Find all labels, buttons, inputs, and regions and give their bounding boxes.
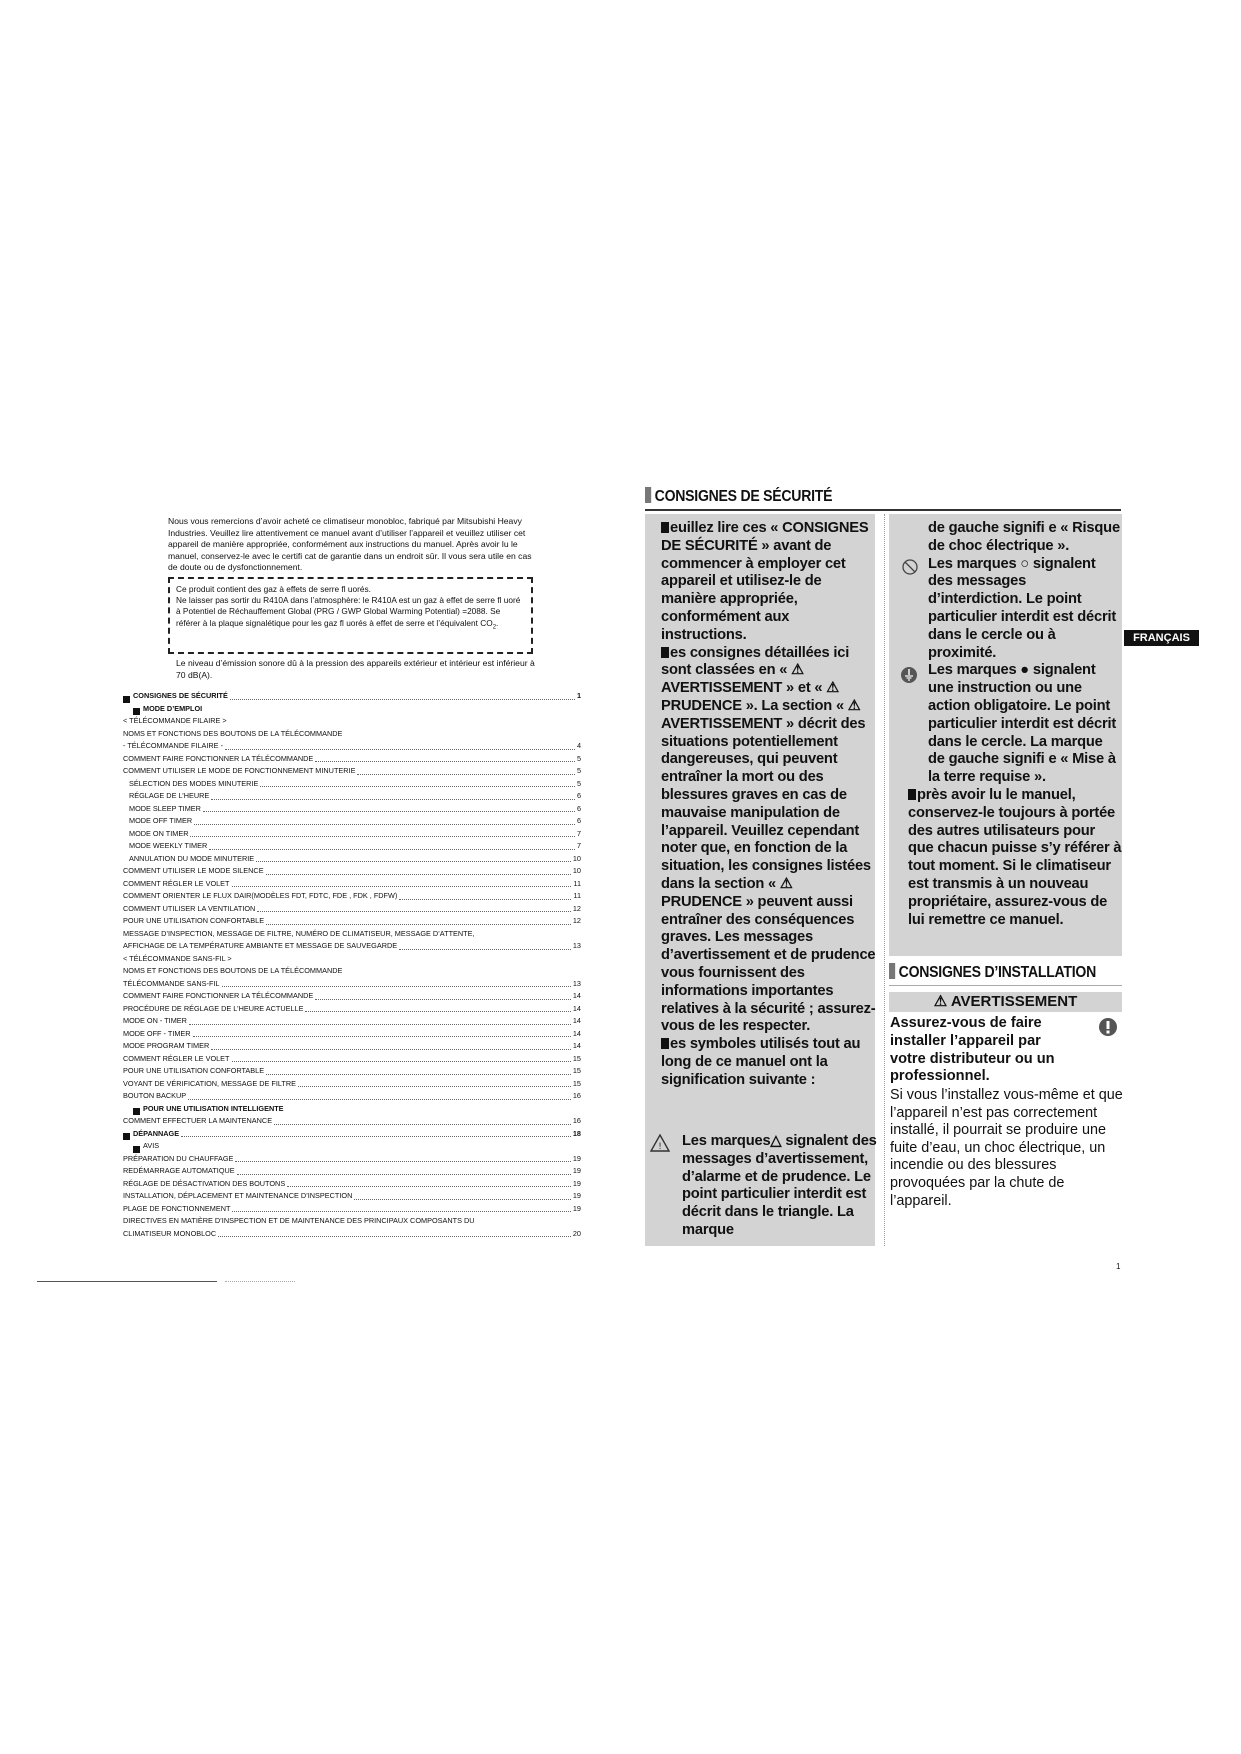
toc-row: [123, 1215, 581, 1228]
toc-leader: [260, 786, 575, 787]
toc-leader: [218, 1236, 571, 1237]
toc-row: [123, 803, 581, 816]
toc-bullet-square: [123, 1133, 130, 1140]
toc-leader: [193, 1036, 571, 1037]
toc-leader: [266, 1074, 571, 1075]
toc-row: [123, 753, 581, 766]
install-instruction: Assurez-vous de faire installer l’appareil par votre distributeur ou un professionnel.: [890, 1015, 1055, 1085]
toc-label: CLIMATISEUR MONOBLOC: [123, 1228, 217, 1238]
after-reading-text: près avoir lu le manuel, conservez-le toujours à portée des autres utilisateurs pour que chacun puisse s’y référer à tout moment. Si le climatiseur est transmis à un nouveau propriétaire, assurez-vous de lui remettre ce manuel.: [908, 787, 1122, 928]
toc-row: [123, 965, 581, 978]
intro-paragraph: Nous vous remercions d’avoir acheté ce climatiseur monobloc, fabriqué par Mitsubishi Heavy Industries. Veuillez lire attentivement ce manuel avant d’utiliser l’appareil et veuillez utiliser cet appareil de manière appropriée, conformément aux instructions du manuel. Après avoir lu le manuel, conservez-le avec le certifi cat de garantie dans un endroit sûr. Il vous sera utile en cas de doute ou de dysfonctionnement.: [168, 516, 532, 573]
toc-leader: [266, 874, 571, 875]
toc-leader: [225, 749, 575, 750]
notice-line-1: Ce produit contient des gaz à effets de serre fl uorés.: [176, 584, 371, 594]
toc-page: 12: [572, 916, 581, 925]
toc-page: 18: [572, 1128, 581, 1138]
warning-triangle-icon: [650, 1134, 670, 1152]
safety-col2-text: [928, 520, 1123, 787]
toc-page: 11: [573, 891, 581, 900]
toc-page: 10: [572, 866, 581, 875]
toc-page: 16: [572, 1116, 581, 1125]
toc-label: MODE ON - TIMER: [123, 1016, 187, 1025]
toc-row: [123, 990, 581, 1003]
mandatory-exclamation-icon: [1098, 1017, 1118, 1037]
p3-text: es symboles utilisés tout au long de ce manuel ont la signification suivante :: [661, 1036, 861, 1088]
toc-row: [123, 728, 581, 741]
toc-leader: [211, 1049, 571, 1050]
svg-text:!: !: [658, 1142, 662, 1152]
toc-label: COMMENT UTILISER LE MODE SILENCE: [123, 866, 264, 875]
toc-label: POUR UNE UTILISATION INTELLIGENTE: [143, 1103, 284, 1113]
toc-row: [123, 690, 581, 703]
safety-title-text: CONSIGNES DE SÉCURITÉ: [654, 488, 833, 505]
warning-marks-text: Les marques△ signalent des messages d’avertissement, d’alarme et de prudence. Le point particulier interdit est décrit dans le triangle. La marque: [682, 1133, 877, 1238]
toc-row: [123, 1178, 581, 1191]
toc-page: 5: [576, 778, 581, 788]
toc-row: [123, 1115, 581, 1128]
toc-leader: [257, 911, 571, 912]
toc-label: COMMENT FAIRE FONCTIONNER LA TÉLÉCOMMANDE: [123, 753, 314, 763]
toc-row: [123, 865, 581, 878]
toc-label: PROCÉDURE DE RÉGLAGE DE L’HEURE ACTUELLE: [123, 1003, 304, 1013]
prohibition-text: Les marques ○ signalent des messages d’interdiction. Le point particulier interdit est décrit dans le cercle ou à proximité.: [928, 555, 1117, 661]
safety-paragraph-3: [661, 1036, 876, 1089]
toc-leader: [399, 899, 571, 900]
toc-page: 16: [572, 1091, 581, 1100]
initial-block: [661, 647, 669, 658]
toc-bullet-square: [133, 1146, 140, 1153]
toc-label: MODE OFF TIMER: [129, 816, 193, 825]
toc-label: COMMENT UTILISER LA VENTILATION: [123, 903, 256, 913]
safety-paragraph-2: [661, 645, 876, 1037]
toc-row: [123, 890, 581, 903]
toc-page: 19: [572, 1153, 581, 1163]
toc-bullet-square: [133, 708, 140, 715]
install-title-text: CONSIGNES D’INSTALLATION: [898, 964, 1096, 981]
toc-leader: [181, 1136, 571, 1137]
toc-leader: [230, 699, 575, 700]
notice-subscript: 2: [492, 624, 497, 631]
toc-row: [123, 1140, 581, 1153]
toc-page: 6: [576, 791, 581, 800]
section-rule: [645, 509, 1121, 511]
toc-page: 5: [576, 753, 581, 763]
toc-row: [123, 940, 581, 953]
toc-leader: [266, 924, 571, 925]
toc-leader: [190, 836, 574, 837]
toc-leader: [305, 1011, 570, 1012]
toc-page: 19: [572, 1166, 581, 1175]
safety-col1-text: [661, 520, 876, 1090]
notice-line-2: [176, 595, 525, 633]
section-bar: [645, 487, 651, 503]
toc-page: 5: [576, 766, 581, 775]
toc-leader: [298, 1086, 571, 1087]
toc-row: [123, 703, 581, 716]
footer-rule: [37, 1281, 217, 1282]
toc-row: [123, 1153, 581, 1166]
toc-row: [123, 853, 581, 866]
toc-page: 11: [573, 878, 581, 888]
toc-label: MODE OFF - TIMER: [123, 1028, 191, 1038]
toc-row: [123, 1090, 581, 1103]
mandatory-text: Les marques ● signalent une instruction ou une action obligatoire. Le point particulier interdit est décrit dans le cercle. La marque de gauche signifi e « Mise à la terre requise ».: [928, 662, 1117, 786]
toc-label: VOYANT DE VÉRIFICATION, MESSAGE DE FILTRE: [123, 1078, 296, 1088]
toc-label: DIRECTIVES EN MATIÈRE D’INSPECTION ET DE MAINTENANCE DES PRINCIPAUX COMPOSANTS DU: [123, 1216, 475, 1225]
toc-row: [123, 878, 581, 891]
initial-block: [661, 1038, 669, 1049]
toc-row: [123, 903, 581, 916]
toc-label: DÉPANNAGE: [133, 1128, 180, 1138]
prohibition-icon: [901, 558, 919, 576]
toc-leader: [357, 774, 575, 775]
toc-page: 14: [572, 1016, 581, 1025]
install-section-title: [889, 963, 1096, 982]
toc-row: [123, 1003, 581, 1016]
ground-icon: [900, 666, 918, 684]
toc-leader: [237, 1174, 571, 1175]
toc-label: RÉGLAGE DE DÉSACTIVATION DES BOUTONS: [123, 1178, 286, 1188]
initial-block: [661, 522, 669, 533]
toc-label: COMMENT ORIENTER LE FLUX DAIR(MODÈLES FDT, FDTC, FDE , FDK , FDFW): [123, 891, 398, 900]
noise-level-note: Le niveau d’émission sonore dû à la pression des appareils extérieur et intérieur est inférieur à 70 dB(A).: [176, 658, 535, 680]
shock-risk-text: de gauche signifi e « Risque de choc électrique ».: [928, 520, 1120, 554]
toc-leader: [203, 811, 575, 812]
toc-label: INSTALLATION, DÉPLACEMENT ET MAINTENANCE D’INSPECTION: [123, 1191, 353, 1200]
toc-label: COMMENT UTILISER LE MODE DE FONCTIONNEMENT MINUTERIE: [123, 766, 356, 775]
toc-leader: [188, 1099, 571, 1100]
safety-paragraph-1: [661, 520, 876, 645]
toc-row: [123, 1078, 581, 1091]
toc-row: [123, 1190, 581, 1203]
toc-label: < TÉLÉCOMMANDE FILAIRE >: [123, 716, 227, 725]
toc-leader: [315, 999, 571, 1000]
toc-label: MODE SLEEP TIMER: [129, 803, 201, 813]
toc-row: [123, 1015, 581, 1028]
toc-row: [123, 815, 581, 828]
toc-page: 13: [572, 978, 581, 988]
toc-row: [123, 740, 581, 753]
toc-row: [123, 1028, 581, 1041]
toc-label: REDÉMARRAGE AUTOMATIQUE: [123, 1166, 235, 1175]
toc-bullet-square: [123, 696, 130, 703]
toc-page: 19: [572, 1178, 581, 1188]
initial-block: [908, 789, 916, 800]
after-reading-paragraph: [908, 787, 1123, 929]
toc-row: [123, 765, 581, 778]
section-bar: [889, 963, 895, 979]
toc-leader: [256, 861, 571, 862]
toc-label: CONSIGNES DE SÉCURITÉ: [133, 691, 228, 700]
toc-row: [123, 1128, 581, 1141]
toc-label: MODE ON TIMER: [129, 828, 189, 838]
notice-text: Ne laisser pas sortir du R410A dans l’atmosphère: le R410A est un gaz à effet de serre fl uoré à Potentiel de Réchauffement Global (PRG / GWP Global Warming Potential) =2088. Se référer à la plaque signalétique pour les gaz fl uorés à effet de serre et l’équivalent CO: [176, 595, 521, 628]
column-divider: [884, 514, 885, 1246]
toc-label: POUR UNE UTILISATION CONFORTABLE: [123, 1066, 265, 1075]
toc-row: [123, 1040, 581, 1053]
toc-label: COMMENT RÉGLER LE VOLET: [123, 1053, 230, 1063]
toc-leader: [232, 1211, 570, 1212]
toc-label: BOUTON BACKUP: [123, 1091, 187, 1100]
toc-label: PLAGE DE FONCTIONNEMENT: [123, 1203, 231, 1213]
toc-row: [123, 953, 581, 966]
safety-section-title: [645, 487, 832, 506]
toc-label: TÉLÉCOMMANDE SANS-FIL: [123, 978, 220, 988]
toc-page: 6: [576, 816, 581, 825]
toc-bullet-square: [133, 1108, 140, 1115]
toc-page: 14: [572, 1028, 581, 1038]
toc-row: [123, 1053, 581, 1066]
toc-label: MODE D’EMPLOI: [143, 703, 203, 713]
toc-leader: [354, 1199, 571, 1200]
toc-page: 14: [572, 991, 581, 1000]
p2-text: es consignes détaillées ici sont classées en « ⚠ AVERTISSEMENT » et « ⚠ PRUDENCE ». La section « ⚠ AVERTISSEMENT » décrit des situations potentiellement dangereuses, qui peuvent entraîner la mort ou des blessures graves en cas de mauvaise manipulation de l’appareil. Veuillez cependant noter que, en fonction de la situation, les consignes listées dans la section « ⚠ PRUDENCE » peuvent aussi entraîner des conséquences graves. Les messages d’avertissement et de prudence vous fournissent des informations importantes relatives à la sécurité ; assurez-vous de les respecter.: [661, 644, 876, 1035]
toc-leader: [194, 824, 575, 825]
toc-label: SÉLECTION DES MODES MINUTERIE: [129, 778, 259, 788]
notice-end: .: [496, 617, 499, 628]
toc-row: [123, 1203, 581, 1216]
toc-label: < TÉLÉCOMMANDE SANS-FIL >: [123, 953, 232, 963]
toc-label: NOMS ET FONCTIONS DES BOUTONS DE LA TÉLÉCOMMANDE: [123, 966, 343, 975]
toc-row: [123, 978, 581, 991]
toc-label: COMMENT RÉGLER LE VOLET: [123, 878, 230, 888]
toc-leader: [189, 1024, 571, 1025]
toc-page: 19: [572, 1191, 581, 1200]
page-number: 1: [1116, 1262, 1121, 1271]
toc-label: ANNULATION DU MODE MINUTERIE: [129, 853, 255, 863]
toc-row: [123, 1165, 581, 1178]
toc-page: 19: [572, 1203, 581, 1213]
toc-page: 13: [572, 941, 581, 950]
toc-row: [123, 790, 581, 803]
toc-row: [123, 778, 581, 791]
toc-label: POUR UNE UTILISATION CONFORTABLE: [123, 916, 265, 925]
toc-label: AFFICHAGE DE LA TEMPÉRATURE AMBIANTE ET MESSAGE DE SAUVEGARDE: [123, 941, 398, 950]
toc-leader: [222, 986, 571, 987]
install-section-rule: [889, 985, 1122, 986]
toc-label: RÉGLAGE DE L’HEURE: [129, 791, 210, 800]
toc-leader: [235, 1161, 570, 1162]
toc-row: [123, 715, 581, 728]
toc-label: COMMENT EFFECTUER LA MAINTENANCE: [123, 1116, 273, 1125]
toc-label: NOMS ET FONCTIONS DES BOUTONS DE LA TÉLÉCOMMANDE: [123, 728, 343, 738]
toc-page: 20: [572, 1228, 581, 1238]
toc-row: [123, 840, 581, 853]
toc-row: [123, 915, 581, 928]
toc-page: 15: [572, 1078, 581, 1088]
toc-row: [123, 1228, 581, 1241]
toc-leader: [211, 799, 575, 800]
toc-page: 14: [572, 1003, 581, 1013]
toc-leader: [209, 849, 575, 850]
toc-label: - TÉLÉCOMMANDE FILAIRE -: [123, 741, 224, 750]
toc-row: [123, 928, 581, 941]
toc-label: MODE PROGRAM TIMER: [123, 1041, 210, 1050]
toc-page: 14: [572, 1041, 581, 1050]
toc-row: [123, 1065, 581, 1078]
toc-page: 7: [576, 828, 581, 838]
language-tab: FRANÇAIS: [1124, 630, 1199, 646]
toc-page: 7: [576, 841, 581, 850]
toc-page: 6: [576, 803, 581, 813]
toc-label: MESSAGE D’INSPECTION, MESSAGE DE FILTRE, NUMÉRO DE CLIMATISEUR, MESSAGE D’ATTENTE,: [123, 928, 475, 938]
p1-text: euillez lire ces « CONSIGNES DE SÉCURITÉ » avant de commencer à employer cet appareil et utilisez-le de manière appropriée, conformément aux instructions.: [661, 520, 869, 643]
toc-label: COMMENT FAIRE FONCTIONNER LA TÉLÉCOMMANDE: [123, 991, 314, 1000]
toc-label: PRÉPARATION DU CHAUFFAGE: [123, 1153, 234, 1163]
toc-page: 15: [572, 1066, 581, 1075]
toc-leader: [274, 1124, 571, 1125]
fgas-notice-box: [168, 577, 533, 654]
warning-banner: ⚠ AVERTISSEMENT: [889, 992, 1122, 1012]
toc-label: MODE WEEKLY TIMER: [129, 841, 208, 850]
install-explanation: Si vous l’installez vous-même et que l’appareil n’est pas correctement installé, il pourrait se produire une fuite d’eau, un choc électrique, un incendie ou des blessures provoquées par la chute de l’appareil.: [890, 1087, 1123, 1209]
toc-leader: [287, 1186, 571, 1187]
toc-page: 12: [572, 903, 581, 913]
toc-page: 10: [572, 853, 581, 863]
toc-row: [123, 1103, 581, 1116]
toc-leader: [399, 949, 571, 950]
toc-page: 1: [576, 691, 581, 700]
table-of-contents: [123, 690, 581, 1240]
footer-rule-dotted: [225, 1281, 295, 1283]
toc-leader: [232, 1061, 571, 1062]
toc-page: 15: [572, 1053, 581, 1063]
toc-row: [123, 828, 581, 841]
toc-leader: [315, 761, 575, 762]
toc-label: AVIS: [143, 1141, 160, 1150]
toc-leader: [232, 886, 572, 887]
toc-page: 4: [576, 741, 581, 750]
